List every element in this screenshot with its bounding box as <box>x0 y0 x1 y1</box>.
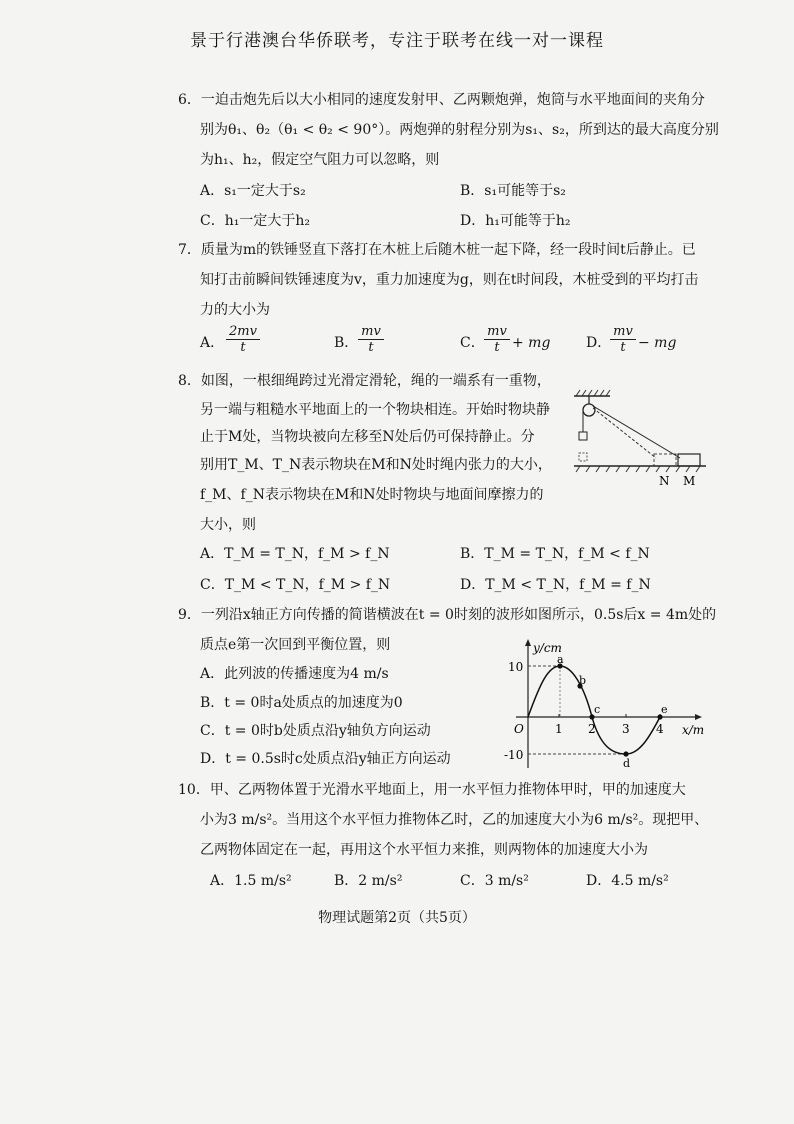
q7-option-d-tail: − mg <box>638 335 677 351</box>
q6-option-b[interactable]: B．s₁可能等于s₂ <box>460 183 566 199</box>
q7-option-b-label: B． <box>334 335 359 351</box>
q7-option-c-denominator: t <box>494 340 500 355</box>
point-d <box>623 751 628 756</box>
q9-option-d[interactable]: D．t = 0.5s时c处质点沿y轴正方向运动 <box>200 751 451 767</box>
label-m: M <box>683 474 696 488</box>
block-m <box>678 454 700 466</box>
q9-option-a[interactable]: A．此列波的传播速度为4 m/s <box>200 666 389 682</box>
q8-line-4: 别用T_M、T_N表示物块在M和N处时绳内张力的大小， <box>200 457 552 473</box>
wave-graph <box>500 636 710 774</box>
q6-line-2: 别为θ₁、θ₂（θ₁ < θ₂ < 90°）。两炮弹的射程分别为s₁、s₂，所到达的最大高度分别 <box>200 122 719 138</box>
q7-option-d-denominator: t <box>620 340 626 355</box>
q6-line-3: 为h₁、h₂，假定空气阻力可以忽略，则 <box>200 152 440 168</box>
q7-option-a-numerator: 2mv <box>226 324 260 340</box>
x-tick-4: 4 <box>656 722 664 736</box>
page-header: 景于行港澳台华侨联考，专注于联考在线一对一课程 <box>190 31 604 51</box>
y-tick-neg10: -10 <box>504 748 524 762</box>
x-axis-label: x/m <box>682 723 705 737</box>
q9-line-2: 质点e第一次回到平衡位置，则 <box>200 637 391 653</box>
q9-option-c[interactable]: C．t = 0时b处质点沿y轴负方向运动 <box>200 723 431 739</box>
x-tick-3: 3 <box>622 722 630 736</box>
q8-line-5: f_M、f_N表示物块在M和N处时物块与地面间摩擦力的 <box>200 487 544 503</box>
q8-option-a[interactable]: A．T_M = T_N，f_M > f_N <box>200 546 390 562</box>
q7-line-2: 知打击前瞬间铁锤速度为v，重力加速度为g，则在t时间段，木桩受到的平均打击 <box>200 272 699 288</box>
q10-option-d[interactable]: D．4.5 m/s² <box>586 873 669 889</box>
q9-line-1: 9．一列沿x轴正方向传播的简谐横波在t = 0时刻的波形如图所示，0.5s后x = 4m处的 <box>178 607 717 623</box>
q10-line-2: 小为3 m/s²。当用这个水平恒力推物体乙时，乙的加速度大小为6 m/s²。现把甲、 <box>200 812 709 828</box>
q8-line-2: 另一端与粗糙水平地面上的一个物块相连。开始时物块静 <box>200 402 550 418</box>
point-b-label: b <box>579 674 587 687</box>
q10-option-a[interactable]: A．1.5 m/s² <box>210 873 292 889</box>
q7-option-d-label: D． <box>586 335 612 351</box>
point-a-label: a <box>557 653 564 666</box>
q8-line-6: 大小，则 <box>200 517 256 533</box>
q10-line-3: 乙两物体固定在一起，再用这个水平恒力来推，则两物体的加速度大小为 <box>200 842 648 858</box>
hanging-weight <box>579 432 587 440</box>
q8-option-b[interactable]: B．T_M = T_N，f_M < f_N <box>460 546 650 562</box>
q10-option-c[interactable]: C．3 m/s² <box>460 873 529 889</box>
y-axis-label: y/cm <box>533 641 562 655</box>
x-tick-2: 2 <box>588 722 596 736</box>
q8-option-c[interactable]: C．T_M < T_N，f_M > f_N <box>200 577 391 593</box>
q10-line-1: 10．甲、乙两物体置于光滑水平地面上，用一水平恒力推物体甲时，甲的加速度大 <box>178 782 686 798</box>
q6-option-a[interactable]: A．s₁一定大于s₂ <box>200 183 306 199</box>
point-e-label: e <box>661 703 668 716</box>
q7-option-c-label: C． <box>460 335 485 351</box>
q7-option-b-fraction <box>358 324 384 355</box>
q10-option-b[interactable]: B．2 m/s² <box>334 873 403 889</box>
q6-line-1: 6．一迫击炮先后以大小相同的速度发射甲、乙两颗炮弹，炮筒与水平地面间的夹角分 <box>178 92 705 108</box>
q7-line-1: 7．质量为m的铁锤竖直下落打在木桩上后随木桩一起下降，经一段时间t后静止。已 <box>178 242 696 258</box>
q8-line-1: 8．如图，一根细绳跨过光滑定滑轮，绳的一端系有一重物， <box>178 373 551 389</box>
q7-option-d-fraction <box>610 324 636 355</box>
origin-label: O <box>514 722 524 736</box>
block-n <box>654 454 676 466</box>
q7-line-3: 力的大小为 <box>200 302 270 318</box>
pulley-figure <box>566 388 712 488</box>
x-tick-1: 1 <box>555 722 563 736</box>
point-d-label: d <box>623 757 631 770</box>
q7-option-d-numerator: mv <box>610 324 636 340</box>
y-tick-10: 10 <box>508 660 524 674</box>
q7-option-c-tail: + mg <box>512 335 551 351</box>
q8-line-3: 止于M处，当物块被向左移至N处后仍可保持静止。分 <box>200 429 535 445</box>
q7-option-a-label: A． <box>200 335 225 351</box>
q9-option-b[interactable]: B．t = 0时a处质点的加速度为0 <box>200 695 403 711</box>
q6-option-d[interactable]: D．h₁可能等于h₂ <box>460 213 571 229</box>
q7-option-b-denominator: t <box>368 340 374 355</box>
page-footer: 物理试题第2页（共5页） <box>318 910 476 926</box>
q7-option-c-numerator: mv <box>484 324 510 340</box>
label-n: N <box>659 474 670 488</box>
q7-option-b-numerator: mv <box>358 324 384 340</box>
q7-option-c-fraction <box>484 324 510 355</box>
q7-option-a-denominator: t <box>240 340 246 355</box>
point-c-label: c <box>594 703 601 716</box>
q7-option-a-fraction <box>226 324 260 355</box>
q6-option-c[interactable]: C．h₁一定大于h₂ <box>200 213 310 229</box>
q8-option-d[interactable]: D．T_M < T_N，f_M = f_N <box>460 577 651 593</box>
